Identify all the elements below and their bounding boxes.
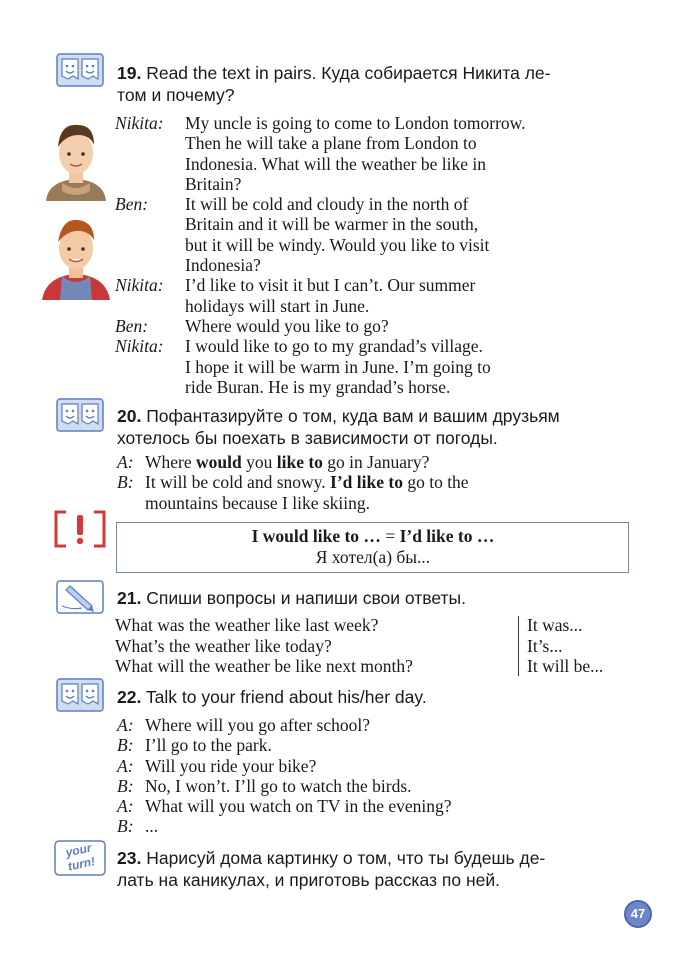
ex19-instruction bbox=[117, 62, 631, 106]
answer-prompt: It was... bbox=[527, 615, 583, 635]
answer-prompt: It will be... bbox=[527, 656, 604, 676]
speaker-label: B: bbox=[117, 816, 134, 837]
ex19-number: 19. bbox=[117, 63, 142, 83]
pair-work-icon bbox=[56, 398, 104, 432]
speaker-label: Nikita: bbox=[115, 113, 164, 133]
question-line: What will the weather be like next month? bbox=[115, 656, 413, 676]
dialogue-bold-text: like to bbox=[276, 452, 323, 472]
dialogue-line: My uncle is going to come to London tomorrow. bbox=[185, 113, 526, 133]
dialogue-text: Where bbox=[145, 452, 197, 472]
dialogue-turn bbox=[115, 275, 635, 316]
ex22-instruction bbox=[117, 686, 631, 708]
dialogue-line: Britain? bbox=[185, 173, 242, 194]
dialogue-line: mountains because I like skiing. bbox=[145, 492, 371, 513]
rule-short-form: I’d like to … bbox=[399, 526, 495, 546]
dialogue-text: What will you watch on TV in the evening? bbox=[145, 796, 452, 817]
ex21-answers bbox=[527, 615, 637, 677]
dialogue-line: Indonesia? bbox=[185, 255, 261, 276]
ex21-instruction bbox=[117, 587, 631, 609]
rule-translation: Я хотел(а) бы... bbox=[315, 547, 431, 567]
ex22-number: 22. bbox=[117, 687, 142, 707]
dialogue-turn bbox=[117, 472, 631, 513]
dialogue-text: Where will you go after school? bbox=[145, 715, 370, 735]
dialogue-line: I would like to go to my grandad’s village. bbox=[185, 336, 483, 357]
dialogue-line: but it will be windy. Would you like to visit bbox=[185, 234, 490, 255]
grammar-rule bbox=[116, 526, 630, 568]
dialogue-bold-text: would bbox=[196, 452, 242, 472]
dialogue-turn bbox=[117, 756, 631, 776]
dialogue-text: I’ll go to the park. bbox=[145, 735, 272, 756]
dialogue-text: It will be cold and snowy. bbox=[145, 472, 331, 493]
speaker-label: B: bbox=[117, 775, 134, 796]
badge-text-line1: your bbox=[64, 840, 93, 860]
dialogue-line: Britain and it will be warmer in the south, bbox=[185, 214, 479, 235]
speaker-label: Ben: bbox=[115, 315, 149, 336]
dialogue-line: Then he will take a plane from London to bbox=[185, 133, 477, 154]
nikita-portrait bbox=[42, 117, 110, 201]
ex23-instruction-line2: лать на каникулах, и приготовь рассказ по ней. bbox=[117, 870, 500, 890]
dialogue-text: Will you ride your bike? bbox=[145, 755, 317, 776]
your-turn-badge-icon bbox=[54, 840, 106, 876]
ex21-instruction-text: Спиши вопросы и напиши свои ответы. bbox=[146, 588, 466, 608]
dialogue-turn bbox=[115, 336, 635, 397]
speaker-label: Nikita: bbox=[115, 336, 164, 357]
column-divider bbox=[518, 616, 519, 676]
dialogue-line: I’d like to visit it but I can’t. Our summer bbox=[185, 275, 476, 296]
dialogue-line: I hope it will be warm in June. I’m going to bbox=[185, 356, 491, 377]
ex20-instruction bbox=[117, 405, 631, 449]
dialogue-turn bbox=[117, 816, 631, 836]
pair-work-icon bbox=[56, 53, 104, 87]
speaker-label: B: bbox=[117, 735, 134, 756]
speaker-label: A: bbox=[117, 755, 134, 776]
dialogue-turn bbox=[117, 776, 631, 796]
dialogue-turn bbox=[115, 316, 635, 336]
ben-portrait bbox=[40, 212, 112, 300]
page-number-badge bbox=[624, 900, 652, 928]
ex21-number: 21. bbox=[117, 588, 142, 608]
dialogue-line: It will be cold and cloudy in the north of bbox=[185, 194, 469, 215]
ex23-number: 23. bbox=[117, 848, 142, 868]
speaker-label: A: bbox=[117, 715, 134, 735]
dialogue-text: go in January? bbox=[322, 452, 430, 472]
dialogue-turn bbox=[115, 113, 635, 194]
speaker-label: B: bbox=[117, 472, 134, 493]
ex22-dialogue bbox=[117, 715, 631, 837]
ex20-number: 20. bbox=[117, 406, 142, 426]
ex19-dialogue bbox=[115, 113, 635, 397]
dialogue-text: you bbox=[241, 452, 277, 472]
dialogue-line: Indonesia. What will the weather be like in bbox=[185, 153, 486, 174]
rule-equals: = bbox=[385, 526, 396, 546]
dialogue-turn bbox=[117, 715, 631, 735]
ex22-instruction-text: Talk to your friend about his/her day. bbox=[145, 687, 427, 707]
ex20-instruction-line2: хотелось бы поехать в зависимости от погоды. bbox=[117, 428, 498, 448]
dialogue-turn bbox=[115, 194, 635, 275]
ex23-instruction bbox=[117, 847, 631, 891]
ex20-dialogue bbox=[117, 452, 631, 513]
ex20-instruction-line1: Пофантазируйте о том, куда вам и вашим друзьям bbox=[146, 406, 560, 426]
dialogue-bold-text: I’d like to bbox=[330, 472, 403, 493]
dialogue-text: go to the bbox=[402, 472, 469, 493]
writing-icon bbox=[56, 580, 104, 614]
speaker-label: A: bbox=[117, 452, 134, 472]
question-line: What’s the weather like today? bbox=[115, 635, 332, 656]
ex23-instruction-line1: Нарисуй дома картинку о том, что ты будешь де- bbox=[146, 848, 546, 868]
ex21-questions bbox=[115, 615, 515, 677]
dialogue-turn bbox=[117, 796, 631, 816]
page-number: 47 bbox=[630, 906, 646, 921]
attention-icon bbox=[52, 509, 108, 549]
answer-prompt: It’s... bbox=[527, 635, 563, 656]
dialogue-text: ... bbox=[145, 816, 159, 837]
ex19-instruction-line2: том и почему? bbox=[117, 85, 235, 105]
dialogue-line: Where would you like to go? bbox=[185, 315, 389, 336]
badge-text-line2: turn! bbox=[66, 854, 97, 874]
dialogue-turn bbox=[117, 735, 631, 755]
speaker-label: Ben: bbox=[115, 194, 149, 215]
dialogue-turn bbox=[117, 452, 631, 472]
ex19-instruction-line1: Read the text in pairs. Куда собирается Никита ле- bbox=[146, 63, 551, 83]
speaker-label: Nikita: bbox=[115, 275, 164, 296]
dialogue-line: ride Buran. He is my grandad’s horse. bbox=[185, 376, 451, 397]
rule-full-form: I would like to … bbox=[251, 526, 381, 546]
pair-work-icon bbox=[56, 678, 104, 712]
dialogue-text: No, I won’t. I’ll go to watch the birds. bbox=[145, 775, 412, 796]
speaker-label: A: bbox=[117, 796, 134, 817]
question-line: What was the weather like last week? bbox=[115, 615, 379, 635]
dialogue-line: holidays will start in June. bbox=[185, 295, 370, 316]
